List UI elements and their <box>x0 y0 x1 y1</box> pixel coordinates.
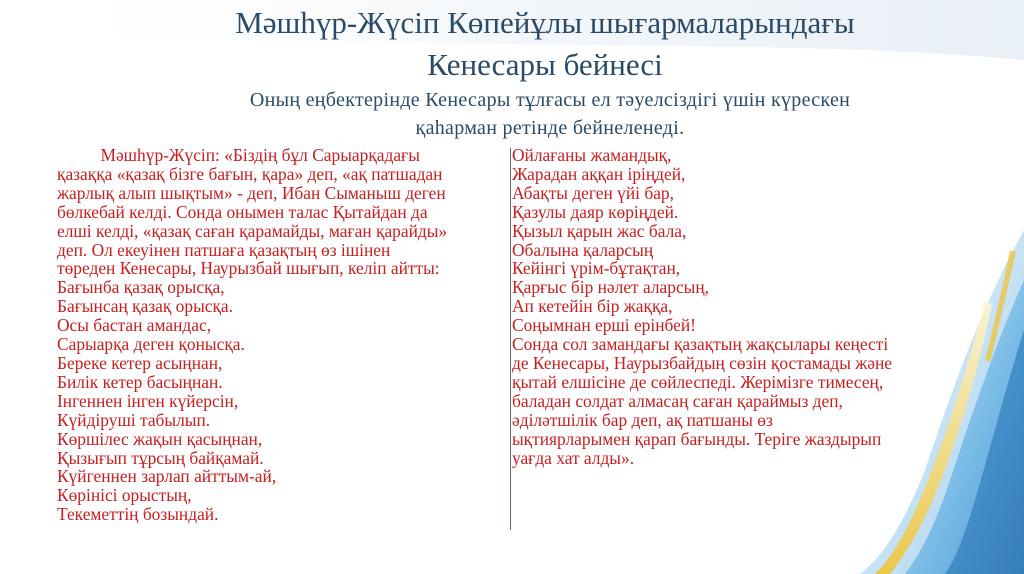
left-line: Бағынсаң қазақ орысқа. <box>57 296 233 317</box>
right-line: қытай елшісіне де сөйлеспеді. Жерімізге тимесең, <box>512 371 884 392</box>
left-line: Билік кетер басыңнан. <box>57 371 223 392</box>
left-line: Қызығып тұрсың байқамай. <box>57 447 264 468</box>
left-line: деп. Ол екеуінен патшаға қазақтың өз ішінен <box>57 239 391 260</box>
left-line: Текеметтің бозындай. <box>57 504 219 525</box>
left-line: елші келді, «қазақ саған қарамайды, маған қарайды» <box>57 220 448 241</box>
right-line: уағда хат алды». <box>512 447 635 468</box>
left-line: жарлық алып шықтым» - деп, Ибан Сыманыш деген <box>57 182 446 203</box>
left-line: Бағынба қазақ орысқа, <box>57 277 225 298</box>
subtitle-line-2: қаһарман ретінде бейнеленеді. <box>415 117 685 139</box>
right-line: Соңымнан ерші ерінбей! <box>512 315 696 336</box>
left-line: Күйгеннен зарлап айттым-ай, <box>57 466 277 487</box>
right-line: де Кенесары, Наурызбайдың сөзін қостамады және <box>512 352 892 373</box>
right-line: баладан солдат алмасаң саған қараймыз деп, <box>512 390 843 411</box>
left-line: бөлкебай келді. Сонда онымен талас Қытайдан да <box>57 201 428 222</box>
right-line: Қарғыс бір нәлет аларсың, <box>512 277 710 298</box>
title-line-2: Кенесары бейнесі <box>427 47 663 82</box>
right-line: Жарадан аққан іріңдей, <box>512 163 686 184</box>
right-line: Қазулы даяр көріңдей. <box>512 201 679 222</box>
right-line: Обалына қаларсың <box>512 239 654 260</box>
right-line: Қызыл қарын жас бала, <box>512 220 687 241</box>
left-line: Береке кетер асыңнан, <box>57 352 223 373</box>
right-line: Ойлағаны жамандық, <box>512 145 672 165</box>
slide-subtitle <box>140 86 960 142</box>
left-text-column <box>57 146 509 524</box>
left-line: Мәшһүр-Жүсіп: «Біздің бұл Сарыарқадағы <box>57 145 420 165</box>
left-line: Інгеннен інген күйерсін, <box>57 390 239 411</box>
title-line-1: Мәшһүр-Жүсіп Көпейұлы шығармаларындағы <box>235 5 855 40</box>
right-text-column <box>512 146 968 467</box>
left-line: қазаққа «қазақ бізге бағын, қара» деп, «ақ патшадан <box>57 163 443 184</box>
right-line: ықтиярларымен қарап бағынды. Теріге жаздырып <box>512 428 882 449</box>
right-line: әділәтшілік бар деп, ақ патшаны өз <box>512 409 773 430</box>
slide-title <box>190 2 900 86</box>
subtitle-line-1: Оның еңбектерінде Кенесары тұлғасы ел тәуелсіздігі үшін күрескен <box>249 89 851 111</box>
right-line: Ап кетейін бір жаққа, <box>512 296 673 317</box>
left-line: Осы бастан амандас, <box>57 315 212 336</box>
left-line: төреден Кенесары, Наурызбай шығып, келіп айтты: <box>57 258 440 279</box>
left-line: Сарыарқа деген қонысқа. <box>57 334 245 355</box>
right-line: Сонда сол замандағы қазақтың жақсылары кеңесті <box>512 334 889 355</box>
left-line: Көршілес жақын қасыңнан, <box>57 428 263 449</box>
right-line: Кейінгі үрім-бұтақтан, <box>512 258 681 279</box>
right-line: Абақты деген үйі бар, <box>512 182 674 203</box>
column-divider <box>510 148 511 530</box>
left-line: Күйдіруші табылып. <box>57 409 211 430</box>
left-line: Көрінісі орыстың, <box>57 485 192 506</box>
